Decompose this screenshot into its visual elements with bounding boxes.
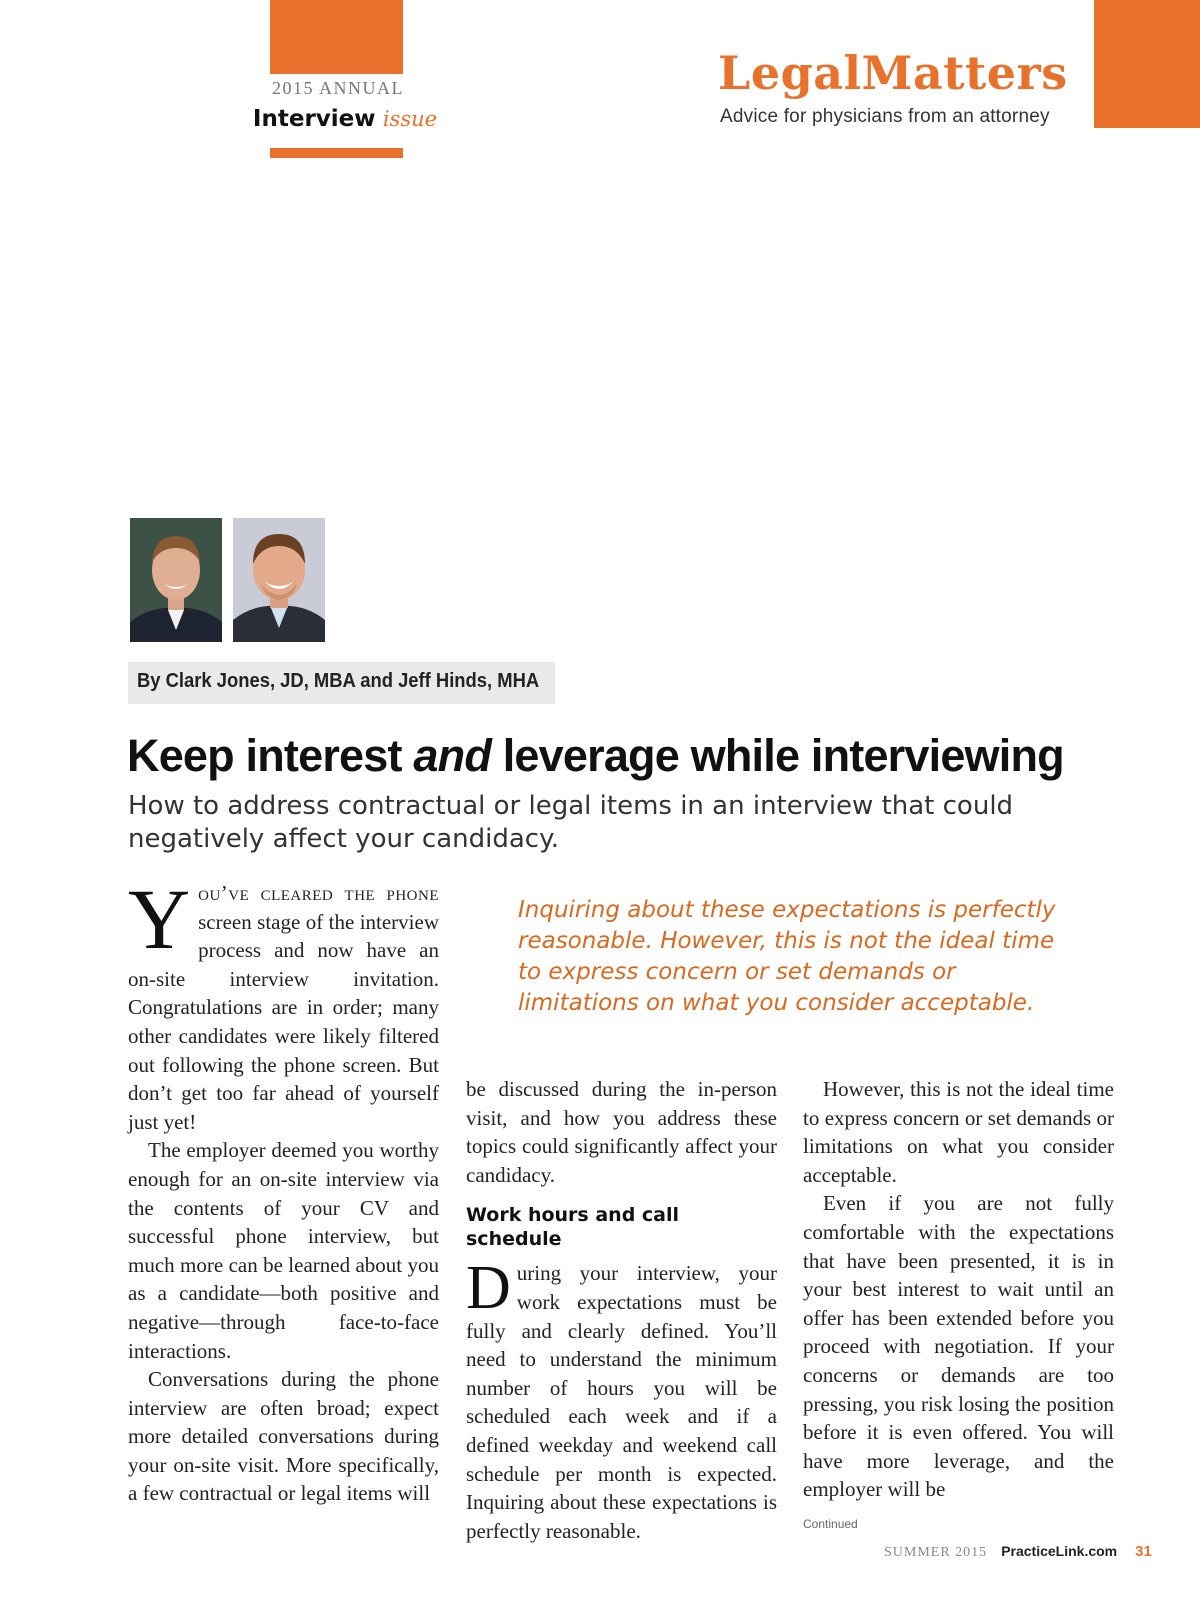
pull-quote: Inquiring about these expectations is perfectly reasonable. However, this is not the ideal time to express concern or set demands or limitations on what you consider acceptable. xyxy=(518,897,1056,1016)
author-photo-2 xyxy=(233,518,325,642)
page-number: 31 xyxy=(1135,1543,1152,1560)
continued-label: Continued xyxy=(803,1516,858,1531)
footer-issue: SUMMER 2015 xyxy=(884,1545,988,1560)
byline: By Clark Jones, JD, MBA and Jeff Hinds, MHA xyxy=(137,670,540,692)
issue-badge-title xyxy=(250,106,440,132)
headline-part-2: leverage while interviewing xyxy=(502,730,1064,781)
drop-cap: D xyxy=(466,1254,511,1323)
article-paragraph xyxy=(128,871,439,1136)
department-subtitle: Advice for physicians from an attorney xyxy=(720,106,1050,127)
article-paragraph xyxy=(466,1254,777,1545)
corner-accent-block xyxy=(1094,0,1200,128)
author-photo-1 xyxy=(130,518,222,642)
article-column-2 xyxy=(466,1075,777,1545)
article-paragraph: be discussed during the in-person visit, and how you address these topics could significantly affect your candidacy. xyxy=(466,1077,777,1187)
issue-badge-top-block xyxy=(270,0,403,74)
article-paragraph: Conversations during the phone interview are often broad; expect more detailed conversations during your on-site visit. More specifically, a few contractual or legal items will xyxy=(128,1367,439,1506)
section-subhead: Work hours and call schedule xyxy=(466,1204,680,1251)
article-column-1 xyxy=(128,871,439,1508)
paragraph-text: screen stage of the interview process and now have an on-site interview invitation. Congratulations are in order; many other candidates were likely filtered out following the phone screen. But don’t get too far ahead of yourself just yet! xyxy=(128,909,439,1134)
article-paragraph: However, this is not the ideal time to express concern or set demands or limitations on what you consider acceptable. xyxy=(803,1077,1114,1187)
department-title: LegalMatters xyxy=(718,46,1068,100)
article-paragraph: The employer deemed you worthy enough for an on-site interview via the contents of your CV and successful phone interview, but much more can be learned about you as a candidate—both positive and negative—through face-to-face interactions. xyxy=(128,1138,439,1363)
article-paragraph: Even if you are not fully comfortable with the expectations that have been presented, it is in your best interest to wait until an offer has been extended before you proceed with negotiation. If your concerns or demands are too pressing, you risk losing the position before it is even offered. You will have more leverage, and the employer will be xyxy=(803,1191,1114,1502)
drop-cap: Y xyxy=(128,871,191,967)
footer-site: PracticeLink.com xyxy=(1001,1543,1118,1559)
paragraph-text: uring your interview, your work expectations must be fully and clearly defined. You’ll need to understand the minimum number of hours you will be scheduled each week and if a defined weekday and weekend call schedule per month is expected. Inquiring about these expectations is perfectly reasonable. xyxy=(466,1261,777,1543)
issue-badge-year: 2015 ANNUAL xyxy=(272,78,404,98)
page-footer xyxy=(884,1543,1152,1561)
issue-badge-title-bold: Interview xyxy=(252,106,376,132)
lead-in-smallcaps: ou’ve cleared the phone xyxy=(198,881,439,905)
headline xyxy=(127,730,1064,782)
issue-badge-title-italic: issue xyxy=(382,107,438,131)
issue-badge-bar xyxy=(270,148,403,158)
dek: How to address contractual or legal items in an interview that could negatively affect your candidacy. xyxy=(128,791,1014,854)
article-column-3 xyxy=(803,1075,1114,1539)
headline-italic-word: and xyxy=(413,730,492,781)
headline-part-1: Keep interest xyxy=(127,730,402,781)
